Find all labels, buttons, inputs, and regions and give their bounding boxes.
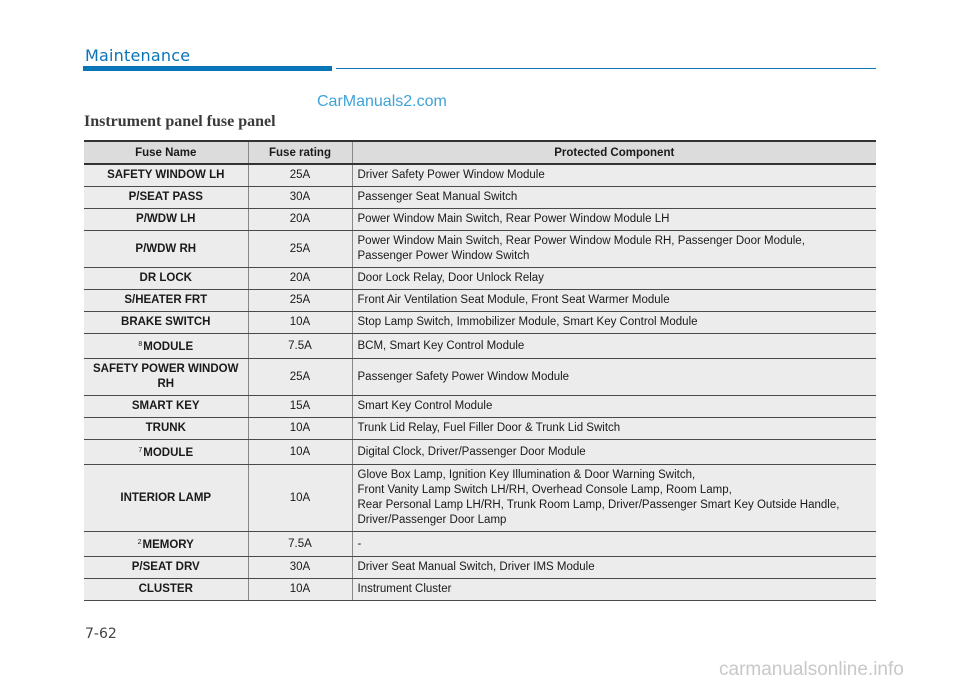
table-row	[84, 396, 876, 418]
fuse-rating: 20A	[248, 209, 352, 231]
fuse-name-cell	[84, 334, 248, 359]
protected-component: Driver Safety Power Window Module	[352, 164, 876, 187]
table-row	[84, 359, 876, 396]
fuse-name-cell	[84, 268, 248, 290]
table-row	[84, 164, 876, 187]
protected-component: Driver Seat Manual Switch, Driver IMS Module	[352, 557, 876, 579]
table-row	[84, 579, 876, 601]
fuse-name-cell	[84, 440, 248, 465]
protected-component: Stop Lamp Switch, Immobilizer Module, Smart Key Control Module	[352, 312, 876, 334]
protected-component: Power Window Main Switch, Rear Power Window Module RH, Passenger Door Module, Passenger Power Window Switch	[352, 231, 876, 268]
fuse-rating: 15A	[248, 396, 352, 418]
column-header-fuse-name: Fuse Name	[84, 141, 248, 164]
fuse-name-cell	[84, 312, 248, 334]
fuse-table-body	[84, 164, 876, 601]
table-row	[84, 209, 876, 231]
fuse-name: P/WDW LH	[136, 213, 196, 225]
watermark-bottom: carmanualsonline.info	[719, 659, 904, 680]
header-rule-thick	[83, 66, 332, 71]
fuse-name: TRUNK	[145, 422, 186, 434]
page-title: Instrument panel fuse panel	[84, 113, 276, 130]
table-row	[84, 440, 876, 465]
column-header-fuse-rating: Fuse rating	[248, 141, 352, 164]
fuse-name-cell	[84, 359, 248, 396]
fuse-name: SMART KEY	[131, 400, 200, 412]
fuse-rating: 10A	[248, 312, 352, 334]
fuse-name: P/SEAT DRV	[131, 561, 200, 573]
protected-component: Glove Box Lamp, Ignition Key Illumination & Door Warning Switch, Front Vanity Lamp Switch LH/RH, Overhead Console Lamp, Room Lamp, Rear Personal Lamp LH/RH, Trunk Room Lamp, Driver/Passenger Smart Key Outside Handle, Driver/Passenger Door Lamp	[352, 465, 876, 532]
table-header-row	[84, 141, 876, 164]
column-header-protected-component: Protected Component	[352, 141, 876, 164]
fuse-name-cell	[84, 231, 248, 268]
fuse-table	[84, 140, 876, 601]
fuse-name: CLUSTER	[138, 583, 193, 595]
protected-component: Passenger Seat Manual Switch	[352, 187, 876, 209]
fuse-name: MODULE	[143, 447, 194, 459]
fuse-name-cell	[84, 290, 248, 312]
table-row	[84, 187, 876, 209]
fuse-rating: 25A	[248, 164, 352, 187]
fuse-rating: 10A	[248, 440, 352, 465]
fuse-rating: 10A	[248, 579, 352, 601]
fuse-name: DR LOCK	[139, 272, 192, 284]
fuse-rating: 7.5A	[248, 532, 352, 557]
fuse-note-marker: 7	[138, 447, 143, 454]
table-row	[84, 312, 876, 334]
fuse-name: MODULE	[143, 341, 194, 353]
protected-component: Front Air Ventilation Seat Module, Front Seat Warmer Module	[352, 290, 876, 312]
fuse-name-cell	[84, 532, 248, 557]
fuse-name-cell	[84, 465, 248, 532]
protected-component: -	[352, 532, 876, 557]
table-row	[84, 465, 876, 532]
fuse-rating: 30A	[248, 187, 352, 209]
table-row	[84, 290, 876, 312]
fuse-name: MEMORY	[142, 539, 194, 551]
protected-component: Smart Key Control Module	[352, 396, 876, 418]
fuse-name: INTERIOR LAMP	[120, 491, 212, 504]
table-row	[84, 334, 876, 359]
table-row	[84, 418, 876, 440]
fuse-name-cell	[84, 396, 248, 418]
fuse-rating: 7.5A	[248, 334, 352, 359]
fuse-name: S/HEATER FRT	[124, 294, 208, 306]
table-row	[84, 557, 876, 579]
fuse-rating: 20A	[248, 268, 352, 290]
fuse-name: P/WDW RH	[135, 242, 197, 255]
protected-component: Door Lock Relay, Door Unlock Relay	[352, 268, 876, 290]
header-rule-thin	[336, 68, 876, 69]
protected-component: Trunk Lid Relay, Fuel Filler Door & Trunk Lid Switch	[352, 418, 876, 440]
fuse-name-cell	[84, 418, 248, 440]
fuse-note-marker: 8	[138, 341, 143, 348]
table-row	[84, 268, 876, 290]
fuse-name-cell	[84, 209, 248, 231]
fuse-note-marker: 2	[137, 539, 142, 546]
fuse-name-cell	[84, 579, 248, 601]
fuse-name-cell	[84, 557, 248, 579]
protected-component: BCM, Smart Key Control Module	[352, 334, 876, 359]
protected-component: Digital Clock, Driver/Passenger Door Module	[352, 440, 876, 465]
section-label: Maintenance	[85, 46, 191, 65]
page-number: 7-62	[85, 626, 117, 642]
fuse-name: BRAKE SWITCH	[121, 316, 211, 328]
fuse-rating: 10A	[248, 418, 352, 440]
fuse-name-cell	[84, 164, 248, 187]
fuse-rating: 25A	[248, 290, 352, 312]
table-row	[84, 532, 876, 557]
protected-component: Passenger Safety Power Window Module	[352, 359, 876, 396]
table-row	[84, 231, 876, 268]
fuse-rating: 25A	[248, 359, 352, 396]
watermark-top: CarManuals2.com	[317, 93, 447, 110]
fuse-rating: 30A	[248, 557, 352, 579]
protected-component: Power Window Main Switch, Rear Power Window Module LH	[352, 209, 876, 231]
fuse-name: P/SEAT PASS	[128, 191, 203, 203]
protected-component: Instrument Cluster	[352, 579, 876, 601]
fuse-name-cell	[84, 187, 248, 209]
fuse-name: SAFETY POWER WINDOW RH	[93, 363, 239, 390]
fuse-name: SAFETY WINDOW LH	[107, 169, 225, 181]
fuse-rating: 10A	[248, 465, 352, 532]
fuse-rating: 25A	[248, 231, 352, 268]
